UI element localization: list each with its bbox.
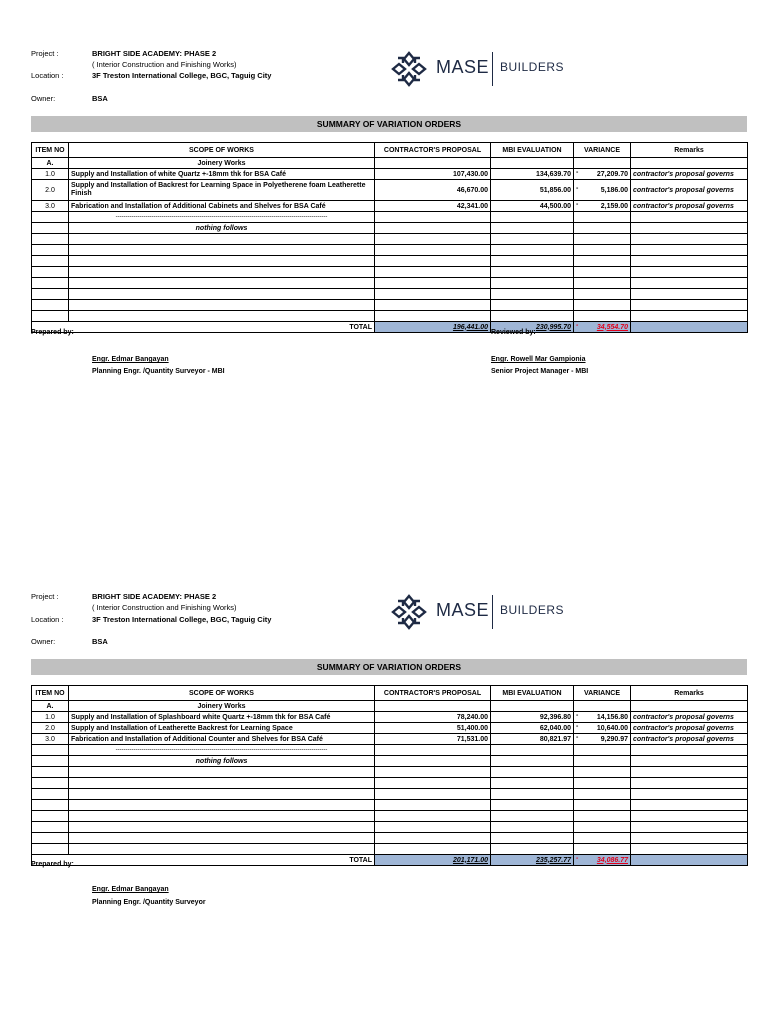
empty-cell [631,778,748,789]
section-no: A. [32,158,69,169]
location-value: 3F Treston International College, BGC, Taguig City [92,615,272,624]
empty-row [32,278,748,289]
item-remarks: contractor's proposal governs [631,734,748,745]
empty-cell [631,789,748,800]
item-no: 2.0 [32,180,69,201]
total-variance-value: 34,086.77 [596,856,628,864]
variance-value: 10,640.00 [596,724,628,732]
empty-cell [32,822,69,833]
empty-cell [32,245,69,256]
empty-cell [491,701,574,712]
empty-cell [375,833,491,844]
summary-title: SUMMARY OF VARIATION ORDERS [31,659,747,675]
empty-cell [375,756,491,767]
col-variance: VARIANCE [574,686,631,701]
dashes-line: ---------------------------------------------------------------------------------------------------------- [69,212,375,223]
item-scope: Supply and Installation of Splashboard white Quartz +-18mm thk for BSA Café [69,712,375,723]
total-mbi: 235,257.77 [491,855,574,866]
empty-cell [32,778,69,789]
empty-row [32,256,748,267]
empty-cell [69,767,375,778]
total-variance-sign: - [576,322,579,329]
item-mbi: 80,821.97 [491,734,574,745]
item-no: 1.0 [32,169,69,180]
total-row [32,322,748,333]
empty-row [32,289,748,300]
mase-logo-icon [390,593,428,631]
empty-row [32,789,748,800]
empty-cell [574,778,631,789]
logo-wordmark: MASE [436,600,490,620]
variance-value: 5,186.00 [600,186,628,194]
dashes-line: ---------------------------------------------------------------------------------------------------------- [69,745,375,756]
reviewed-by-label: Reviewed by: [491,329,536,336]
empty-cell [631,212,748,223]
item-remarks: contractor's proposal governs [631,201,748,212]
empty-cell [69,822,375,833]
empty-cell [491,289,574,300]
empty-cell [69,778,375,789]
empty-cell [574,789,631,800]
table-row [32,201,748,212]
empty-row [32,234,748,245]
empty-cell [574,800,631,811]
logo-divider [492,52,493,86]
empty-cell [631,844,748,855]
empty-cell [574,756,631,767]
variance-value: 2,159.00 [600,202,628,210]
empty-cell [69,833,375,844]
col-remarks: Remarks [631,686,748,701]
empty-cell [375,158,491,169]
table-row [32,712,748,723]
empty-cell [574,844,631,855]
item-variance [574,169,631,180]
empty-cell [491,278,574,289]
empty-cell [491,811,574,822]
empty-cell [375,800,491,811]
empty-cell [574,245,631,256]
empty-cell [32,844,69,855]
empty-cell [69,256,375,267]
empty-cell [491,789,574,800]
variance-value: 9,290.97 [600,735,628,743]
empty-cell [574,311,631,322]
empty-cell [491,800,574,811]
item-contractor: 46,670.00 [375,180,491,201]
empty-cell [32,767,69,778]
empty-row [32,245,748,256]
dashes-row [32,212,748,223]
empty-cell [491,300,574,311]
empty-cell [375,789,491,800]
empty-cell [375,234,491,245]
empty-cell [574,278,631,289]
table-row [32,169,748,180]
item-remarks: contractor's proposal governs [631,712,748,723]
empty-row [32,822,748,833]
empty-row [32,767,748,778]
item-mbi: 62,040.00 [491,723,574,734]
empty-cell [375,767,491,778]
empty-cell [69,789,375,800]
col-contractor: CONTRACTOR'S PROPOSAL [375,686,491,701]
empty-cell [574,745,631,756]
item-variance [574,723,631,734]
empty-cell [375,278,491,289]
nothing-follows-row [32,756,748,767]
empty-cell [491,245,574,256]
col-item-no: ITEM NO [32,686,69,701]
empty-cell [491,745,574,756]
item-variance [574,180,631,201]
total-label: TOTAL [32,855,375,866]
variance-sign: - [576,201,579,208]
total-variance [574,322,631,333]
empty-row [32,844,748,855]
empty-cell [491,767,574,778]
item-mbi: 134,639.70 [491,169,574,180]
empty-cell [69,234,375,245]
variance-sign: - [576,169,579,176]
dashes-row [32,745,748,756]
col-scope: SCOPE OF WORKS [69,143,375,158]
item-scope: Supply and Installation of white Quartz +-18mm thk for BSA Café [69,169,375,180]
empty-cell [375,256,491,267]
owner-value: BSA [92,94,108,103]
empty-cell [375,289,491,300]
empty-cell [631,767,748,778]
mase-builders-logo [390,593,570,633]
variance-value: 27,209.70 [596,170,628,178]
total-variance [574,855,631,866]
empty-cell [574,256,631,267]
empty-cell [491,778,574,789]
empty-cell [574,811,631,822]
item-contractor: 51,400.00 [375,723,491,734]
empty-cell [574,767,631,778]
variance-sign: - [576,734,579,741]
empty-cell [574,701,631,712]
empty-cell [32,311,69,322]
prepared-by-label: Prepared by: [31,861,74,868]
empty-cell [491,267,574,278]
empty-cell [32,745,69,756]
total-variance-sign: - [576,855,579,862]
empty-cell [631,811,748,822]
variance-sign: - [576,712,579,719]
empty-cell [491,256,574,267]
empty-cell [69,800,375,811]
location-label: Location : [31,615,64,624]
empty-cell [574,234,631,245]
empty-cell [631,311,748,322]
nothing-follows-row [32,223,748,234]
empty-cell [574,158,631,169]
empty-cell [574,822,631,833]
empty-cell [574,289,631,300]
empty-cell [69,300,375,311]
empty-cell [69,289,375,300]
empty-cell [631,223,748,234]
item-contractor: 107,430.00 [375,169,491,180]
empty-cell [574,212,631,223]
prepared-by-name: Engr. Edmar Bangayan [92,886,169,893]
empty-cell [491,833,574,844]
total-contractor: 196,441.00 [375,322,491,333]
empty-cell [32,223,69,234]
table-row [32,723,748,734]
empty-row [32,811,748,822]
empty-cell [631,278,748,289]
empty-cell [32,278,69,289]
item-contractor: 42,341.00 [375,201,491,212]
project-subtitle: ( Interior Construction and Finishing Works) [92,603,237,612]
prepared-by-title: Planning Engr. /Quantity Surveyor - MBI [92,368,225,375]
variation-orders-table [31,142,748,333]
empty-cell [631,701,748,712]
empty-cell [491,756,574,767]
empty-cell [375,844,491,855]
item-no: 3.0 [32,734,69,745]
empty-cell [32,789,69,800]
item-remarks: contractor's proposal governs [631,169,748,180]
empty-cell [69,844,375,855]
item-scope: Fabrication and Installation of Additional Counter and Shelves for BSA Café [69,734,375,745]
project-subtitle: ( Interior Construction and Finishing Works) [92,60,237,69]
item-no: 2.0 [32,723,69,734]
col-variance: VARIANCE [574,143,631,158]
empty-cell [32,300,69,311]
empty-cell [375,223,491,234]
variance-value: 14,156.80 [596,713,628,721]
empty-cell [574,223,631,234]
empty-cell [32,811,69,822]
empty-cell [32,234,69,245]
col-contractor: CONTRACTOR'S PROPOSAL [375,143,491,158]
nothing-follows: nothing follows [69,223,375,234]
item-mbi: 44,500.00 [491,201,574,212]
total-mbi: 230,995.70 [491,322,574,333]
empty-cell [491,234,574,245]
col-mbi: MBI EVALUATION [491,686,574,701]
empty-cell [491,223,574,234]
logo-wordmark: MASE [436,57,490,77]
empty-cell [69,278,375,289]
empty-cell [631,800,748,811]
item-scope: Supply and Installation of Backrest for Learning Space in Polyetherene foam Leatherette Finish [69,180,375,201]
logo-suffix: BUILDERS [500,603,565,617]
table-row [32,180,748,201]
item-variance [574,201,631,212]
nothing-follows: nothing follows [69,756,375,767]
empty-cell [375,212,491,223]
project-name: BRIGHT SIDE ACADEMY: PHASE 2 [92,592,217,601]
empty-cell [491,212,574,223]
prepared-by-label: Prepared by: [31,329,74,336]
empty-cell [631,300,748,311]
item-variance [574,734,631,745]
empty-cell [631,267,748,278]
section-row [32,158,748,169]
empty-cell [631,833,748,844]
project-label: Project : [31,49,59,58]
item-mbi: 92,396.80 [491,712,574,723]
empty-cell [375,267,491,278]
empty-cell [32,800,69,811]
empty-cell [631,289,748,300]
logo-divider [492,595,493,629]
sheet-2 [0,543,768,1023]
empty-cell [631,234,748,245]
item-no: 1.0 [32,712,69,723]
empty-cell [491,822,574,833]
empty-cell [574,267,631,278]
empty-cell [631,822,748,833]
item-contractor: 78,240.00 [375,712,491,723]
project-name: BRIGHT SIDE ACADEMY: PHASE 2 [92,49,217,58]
empty-cell [32,267,69,278]
col-scope: SCOPE OF WORKS [69,686,375,701]
empty-cell [375,300,491,311]
section-no: A. [32,701,69,712]
empty-row [32,800,748,811]
item-remarks: contractor's proposal governs [631,180,748,201]
empty-cell [491,311,574,322]
table-row [32,734,748,745]
total-label: TOTAL [32,322,375,333]
mase-logo-icon [390,50,428,88]
col-remarks: Remarks [631,143,748,158]
location-value: 3F Treston International College, BGC, Taguig City [92,71,272,80]
table-header [32,686,748,701]
prepared-by-name: Engr. Edmar Bangayan [92,356,169,363]
empty-cell [631,256,748,267]
owner-label: Owner: [31,94,56,103]
empty-cell [32,289,69,300]
reviewed-by-title: Senior Project Manager - MBI [491,368,589,375]
reviewed-by-name: Engr. Rowell Mar Gampionia [491,356,586,363]
item-no: 3.0 [32,201,69,212]
item-scope: Supply and Installation of Leatherette Backrest for Learning Space [69,723,375,734]
table-header [32,143,748,158]
logo-suffix: BUILDERS [500,60,565,74]
owner-value: BSA [92,637,108,646]
empty-row [32,267,748,278]
empty-row [32,300,748,311]
total-remarks [631,322,748,333]
empty-cell [69,311,375,322]
total-remarks [631,855,748,866]
empty-cell [491,158,574,169]
empty-cell [574,300,631,311]
item-scope: Fabrication and Installation of Additional Cabinets and Shelves for BSA Café [69,201,375,212]
empty-cell [631,745,748,756]
empty-cell [69,245,375,256]
total-contractor: 201,171.00 [375,855,491,866]
empty-cell [375,811,491,822]
total-row [32,855,748,866]
mase-builders-logo [390,50,570,90]
empty-cell [375,701,491,712]
empty-cell [375,245,491,256]
item-variance [574,712,631,723]
project-label: Project : [31,592,59,601]
empty-cell [69,811,375,822]
empty-cell [631,756,748,767]
empty-cell [32,212,69,223]
section-row [32,701,748,712]
section-title: Joinery Works [69,701,375,712]
prepared-by-title: Planning Engr. /Quantity Surveyor [92,899,206,906]
empty-cell [375,311,491,322]
empty-cell [32,756,69,767]
empty-cell [631,158,748,169]
empty-row [32,778,748,789]
col-item-no: ITEM NO [32,143,69,158]
empty-cell [375,778,491,789]
item-mbi: 51,856.00 [491,180,574,201]
summary-title: SUMMARY OF VARIATION ORDERS [31,116,747,132]
variance-sign: - [576,723,579,730]
empty-row [32,833,748,844]
location-label: Location : [31,71,64,80]
empty-cell [32,833,69,844]
section-title: Joinery Works [69,158,375,169]
variance-sign: - [576,185,579,192]
empty-cell [375,822,491,833]
total-variance-value: 34,554.70 [596,323,628,331]
col-mbi: MBI EVALUATION [491,143,574,158]
empty-cell [574,833,631,844]
item-contractor: 71,531.00 [375,734,491,745]
empty-cell [69,267,375,278]
owner-label: Owner: [31,637,56,646]
item-remarks: contractor's proposal governs [631,723,748,734]
empty-cell [631,245,748,256]
empty-row [32,311,748,322]
empty-cell [32,256,69,267]
empty-cell [375,745,491,756]
variation-orders-table [31,685,748,866]
empty-cell [491,844,574,855]
